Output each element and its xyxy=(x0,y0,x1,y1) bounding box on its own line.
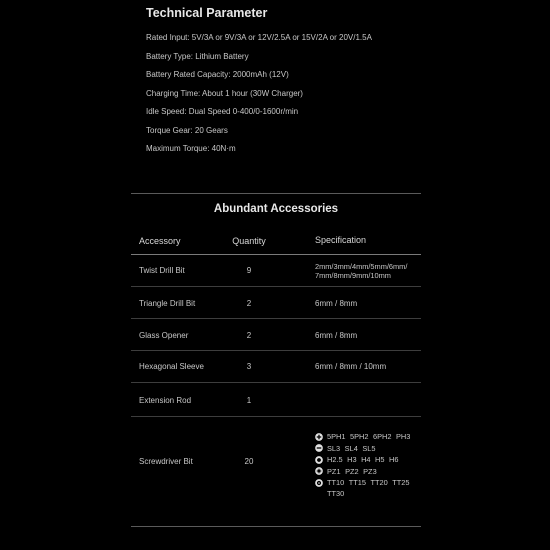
bit-group-hex xyxy=(315,454,419,466)
spec-charging-time: Charging Time: About 1 hour (30W Charger) xyxy=(146,88,303,98)
phillips-icon xyxy=(315,433,323,441)
table-row xyxy=(131,351,421,383)
row-accessory: Extension Rod xyxy=(139,396,192,405)
table-row xyxy=(131,287,421,319)
bit-codes: H2.5 H3 H4 H5 H6 xyxy=(327,455,399,465)
bit-codes: TT10 TT15 TT20 TT25 xyxy=(327,478,410,488)
bit-group-slotted xyxy=(315,443,419,455)
bit-codes: SL3 SL4 SL5 xyxy=(327,443,376,453)
slotted-icon xyxy=(315,444,323,452)
bit-group-phillips xyxy=(315,431,419,443)
spec-idle-speed: Idle Speed: Dual Speed 0-400/0-1600r/min xyxy=(146,107,299,116)
row-quantity: 2 xyxy=(246,331,252,340)
table-row xyxy=(131,255,421,287)
table-row xyxy=(131,319,421,351)
row-accessory: Glass Opener xyxy=(139,331,189,340)
spec-torque-gear: Torque Gear: 20 Gears xyxy=(146,125,228,135)
bit-codes: 5PH1 5PH2 6PH2 PH3 xyxy=(327,432,411,442)
spec-max-torque: Maximum Torque: 40N·m xyxy=(146,144,236,153)
row-quantity: 20 xyxy=(244,457,254,466)
accessories-table xyxy=(131,229,421,497)
header-specification: Specification xyxy=(315,235,367,245)
row-accessory: Hexagonal Sleeve xyxy=(139,362,204,371)
row-specification: 6mm / 8mm / 10mm xyxy=(315,362,387,371)
row-quantity: 9 xyxy=(246,266,252,275)
pozidriv-icon xyxy=(315,467,323,475)
row-accessory: Twist Drill Bit xyxy=(139,266,185,275)
row-specification: 2mm/3mm/4mm/5mm/6mm/ 7mm/8mm/9mm/10mm xyxy=(315,262,408,280)
row-quantity: 3 xyxy=(246,362,252,371)
bit-group-torx-continued xyxy=(315,489,419,498)
table-row xyxy=(131,383,421,417)
hex-icon xyxy=(315,456,323,464)
row-accessory: Triangle Drill Bit xyxy=(139,299,196,308)
section-divider-top xyxy=(131,193,421,194)
header-accessory: Accessory xyxy=(139,236,181,246)
bit-codes: PZ1 PZ2 PZ3 xyxy=(327,466,377,476)
torx-icon xyxy=(315,479,323,487)
technical-spec-list xyxy=(146,32,372,162)
table-header-row xyxy=(131,229,421,255)
spec-battery-capacity: Battery Rated Capacity: 2000mAh (12V) xyxy=(146,70,289,79)
screwdriver-bit-list xyxy=(315,431,419,498)
technical-parameter-title: Technical Parameter xyxy=(146,6,268,20)
accessories-title: Abundant Accessories xyxy=(213,203,339,215)
spec-battery-type: Battery Type: Lithium Battery xyxy=(146,51,249,61)
bit-group-torx xyxy=(315,477,419,489)
row-specification: 6mm / 8mm xyxy=(315,299,358,308)
spec-rated-input: Rated Input: 5V/3A or 9V/3A or 12V/2.5A or 15V/2A or 20V/1.5A xyxy=(146,33,372,42)
bit-group-pozidriv xyxy=(315,466,419,478)
table-row xyxy=(131,417,421,497)
section-divider-bottom xyxy=(131,526,421,527)
row-accessory: Screwdriver Bit xyxy=(139,457,193,466)
row-quantity: 2 xyxy=(246,299,252,308)
header-quantity: Quantity xyxy=(232,236,266,246)
bit-code: TT30 xyxy=(327,488,345,498)
row-quantity: 1 xyxy=(246,396,252,405)
row-specification: 6mm / 8mm xyxy=(315,331,358,340)
